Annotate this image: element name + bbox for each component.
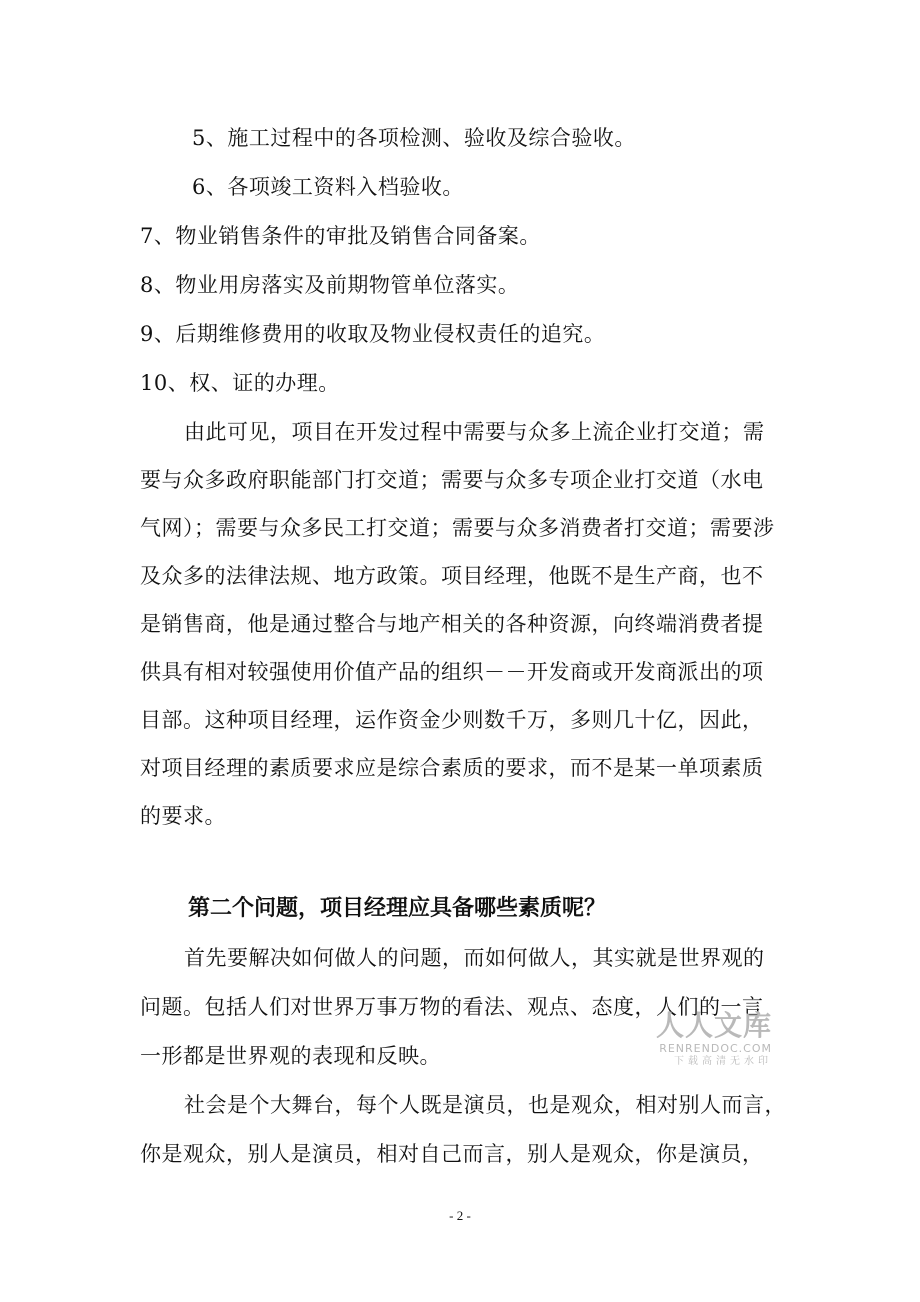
paragraph1-line: 目部。这种项目经理，运作资金少则数千万，多则几十亿，因此， xyxy=(140,708,764,732)
watermark-brand: 人人文库 xyxy=(655,1009,772,1042)
paragraph2-line: 一形都是世界观的表现和反映。 xyxy=(140,1044,441,1068)
list-item-7: 7、物业销售条件的审批及销售合同备案。 xyxy=(140,224,541,248)
list-item-8: 8、物业用房落实及前期物管单位落实。 xyxy=(140,273,520,297)
paragraph1-line: 供具有相对较强使用价值产品的组织－－开发商或开发商派出的项 xyxy=(140,660,764,684)
paragraph1-line: 要与众多政府职能部门打交道；需要与众多专项企业打交道（水电 xyxy=(140,468,764,492)
watermark-tagline: 下载高清无水印 xyxy=(674,1056,772,1067)
paragraph2-line: 首先要解决如何做人的问题，而如何做人，其实就是世界观的 xyxy=(184,946,765,970)
watermark xyxy=(644,1010,772,1068)
paragraph1-line: 的要求。 xyxy=(140,804,226,828)
watermark-domain: RENRENDOC.COM xyxy=(659,1042,772,1055)
page-number: - 2 - xyxy=(449,1208,471,1223)
paragraph1-line: 由此可见，项目在开发过程中需要与众多上流企业打交道；需 xyxy=(184,420,765,444)
paragraph1-line: 及众多的法律法规、地方政策。项目经理，他既不是生产商，也不 xyxy=(140,564,764,588)
paragraph1-line: 对项目经理的素质要求应是综合素质的要求，而不是某一单项素质 xyxy=(140,756,764,780)
list-item-6: 6、各项竣工资料入档验收。 xyxy=(192,175,464,199)
list-item-9: 9、后期维修费用的收取及物业侵权责任的追究。 xyxy=(140,322,606,346)
list-item-10: 10、权、证的办理。 xyxy=(140,371,340,395)
paragraph3-line: 你是观众，别人是演员，相对自己而言，别人是观众，你是演员， xyxy=(140,1142,764,1166)
paragraph2-line: 问题。包括人们对世界万事万物的看法、观点、态度，人们的一言 xyxy=(140,995,764,1019)
paragraph3-line: 社会是个大舞台，每个人既是演员，也是观众，相对别人而言， xyxy=(184,1093,786,1117)
paragraph1-line: 气网）；需要与众多民工打交道；需要与众多消费者打交道；需要涉 xyxy=(140,516,775,540)
list-item-5: 5、施工过程中的各项检测、验收及综合验收。 xyxy=(192,126,636,150)
section-heading: 第二个问题，项目经理应具备哪些素质呢？ xyxy=(188,896,607,921)
paragraph1-line: 是销售商，他是通过整合与地产相关的各种资源，向终端消费者提 xyxy=(140,612,764,636)
